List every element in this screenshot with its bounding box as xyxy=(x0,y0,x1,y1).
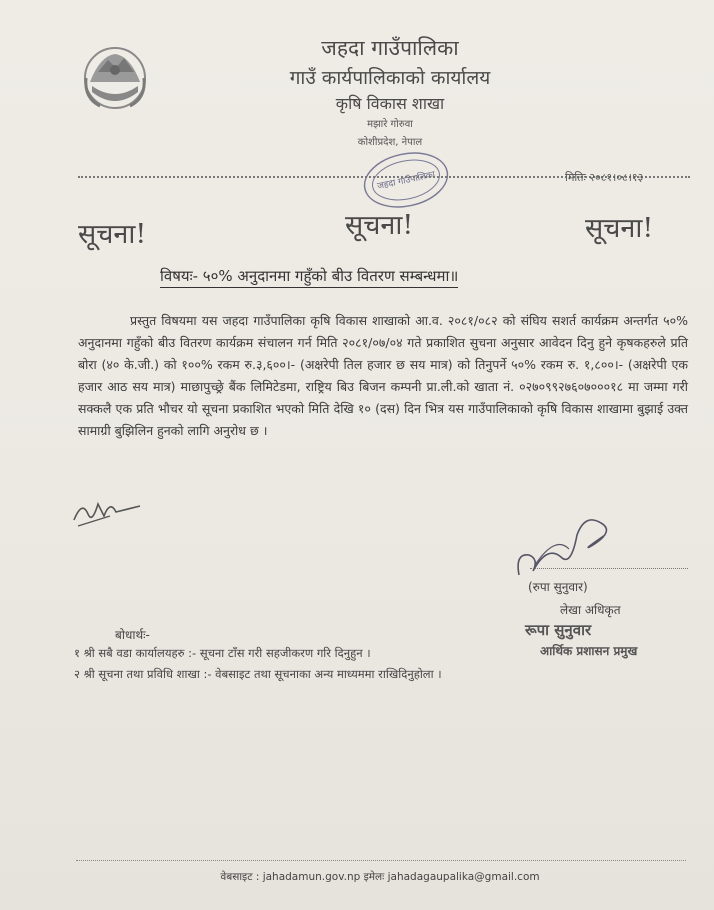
footer-contact: वेबसाइट : jahadamun.gov.np इमेलः jahadagaupalika@gmail.com xyxy=(220,871,540,883)
issue-date: मितिः २०८१।०८।१३ xyxy=(565,171,644,184)
cc-item: १ श्री सबै वडा कार्यालयहरु :- सूचना टाँस गरी सहजीकरण गरि दिनुहुन । xyxy=(74,646,371,660)
place-name: मझारे गोरुवा xyxy=(367,119,413,130)
notice-heading-left: सूचना! xyxy=(78,219,147,250)
notice-heading-right: सूचना! xyxy=(585,213,654,244)
government-emblem-icon xyxy=(80,42,150,114)
section-name: कृषि विकास शाखा xyxy=(335,94,445,113)
name-stamp: रूपा सुनुवार xyxy=(525,621,592,639)
notice-body: प्रस्तुत विषयमा यस जहदा गाउँपालिका कृषि विकास शाखाको आ.व. २०८१/०८२ को संघिय सशर्त कार्यक्रम अन्तर्गत ५०% अनुदानमा गहुँको बीउ वितरण कार्यक्रम संचालन गर्न मिति २०८१/०७/०४ गते प्रकाशित सुचना अनुसार आवेदन दिनु हुने कृषकहरुले प्रति बोरा (४० के.जी.) को १००% रकम रु.३,६००।- (अक्षरेपी तिल हजार छ सय मात्र) को तिनुपर्ने ५०% रकम रु. १,८००।- (अक्षरेपी एक हजार आठ सय मात्र) माछापुच्छ्रे बैंक लिमिटेडमा, राष्ट्रिय बिउ बिजन कम्पनी प्रा.ली.को खाता नं. ०२७०९९२७६०७०००१८ मा जम्मा गरी सक्कलै एक प्रति भौचर यो सूचना प्रकाशित भएको मिति देखि १० (दस) दिन भित्र यस गाउँपालिकाको कृषि विकास शाखामा बुझाई उक्त सामाग्री बुझिलिन हुनको लागि अनुरोध छ । xyxy=(78,313,688,438)
initial-signature xyxy=(70,490,150,530)
subject-line: विषयः- ५०% अनुदानमा गहुँको बीउ वितरण सम्बन्धमा॥ xyxy=(160,266,458,288)
office-name: गाउँ कार्यपालिकाको कार्यालय xyxy=(289,67,491,89)
stamp-text: जहदा गाउँपालिका xyxy=(376,169,437,192)
office-stamp xyxy=(360,150,452,210)
address-line: कोशीप्रदेश, नेपाल xyxy=(357,137,423,148)
notice-heading-center: सूचना! xyxy=(345,210,414,241)
footer-divider xyxy=(76,860,686,861)
signatory-title: लेखा अधिकृत xyxy=(560,603,621,617)
signature-line xyxy=(530,568,688,569)
signatory-name: (रुपा सुनुवार) xyxy=(528,580,588,594)
officer-signature xyxy=(505,505,625,585)
designation-stamp: आर्थिक प्रशासन प्रमुख xyxy=(540,644,638,658)
cc-item: २ श्री सूचना तथा प्रविधि शाखा :- वेबसाइट तथा सूचनाका अन्य माध्यममा राखिदिनुहोला । xyxy=(74,667,442,681)
municipality-name: जहदा गाउँपालिका xyxy=(321,36,459,60)
cc-label: बोधार्थः- xyxy=(115,628,150,642)
